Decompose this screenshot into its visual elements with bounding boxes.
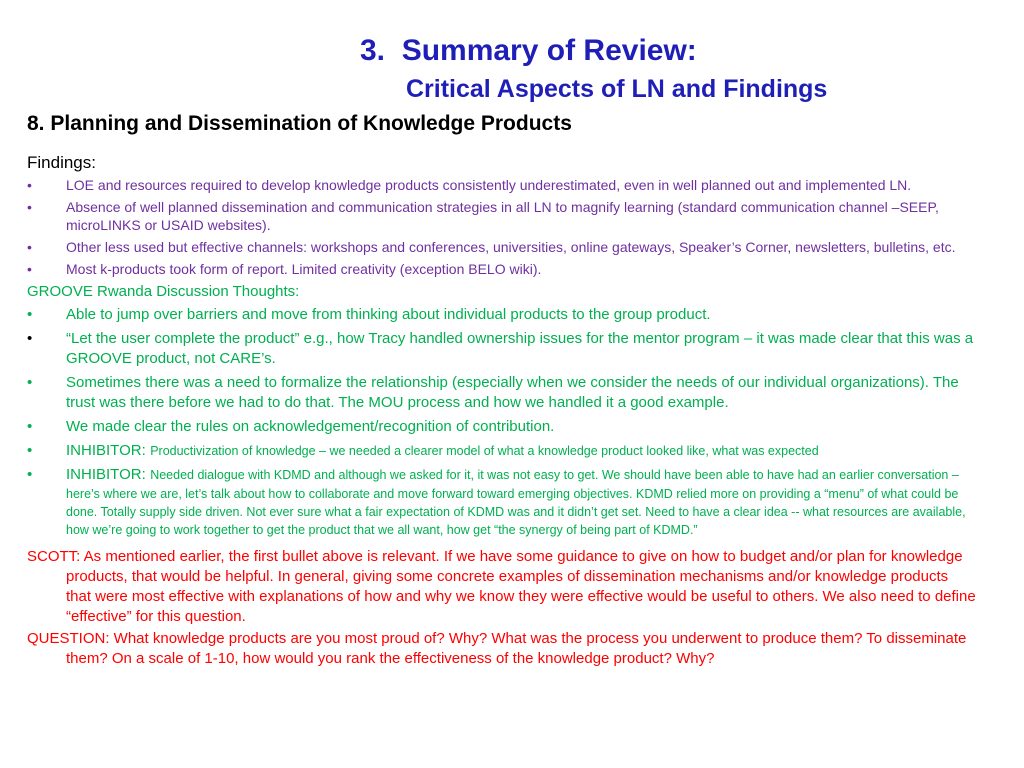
bullet-icon: • (27, 199, 32, 215)
inhibitor-item (27, 465, 977, 539)
groove-item (27, 329, 977, 369)
inhibitor-text: Needed dialogue with KDMD and although we asked for it, it was not easy to get. We should have been able to have had an earlier conversation – here’s where we are, let’s talk about how to collaborate and move forward toward emerging objectives. KDMD relied more on providing a “menu” of what could be done. Totally supply side driven. Not ever sure what a fair expectation of KDMD was and it didn’t get set. Need to have a clear idea -- what resources are available, how we’re going to work together to get the product that we all want, how get “the synergy of being part of KDMD.” (66, 468, 966, 537)
finding-item (27, 260, 977, 278)
inhibitor-item (27, 441, 977, 461)
bullet-icon: • (27, 374, 33, 391)
groove-label: GROOVE Rwanda Discussion Thoughts: (27, 283, 300, 300)
scott-note: SCOTT: As mentioned earlier, the first bullet above is relevant. If we have some guidance to give on how to budget and/or plan for knowledge products, that would be helpful. In general, giving some concrete examples of dissemination mechanisms and/or knowledge products that were most effective with explanations of how and why we know they were effective would be useful to others. We also need to define “effective” for this question. (27, 548, 976, 625)
slide-body (27, 152, 977, 671)
finding-text: LOE and resources required to develop knowledge products consistently underestimated, even in well planned out and implemented LN. (66, 177, 912, 193)
groove-item (27, 305, 977, 325)
groove-text: We made clear the rules on acknowledgement/recognition of contribution. (66, 418, 555, 435)
bullet-icon: • (27, 442, 33, 459)
groove-item (27, 373, 977, 413)
bullet-icon: • (27, 330, 33, 347)
slide-subtitle: Critical Aspects of LN and Findings (406, 75, 828, 103)
groove-text: Sometimes there was a need to formalize the relationship (especially when we consider the needs of our individual organizations). The trust was there before we had to do that. The MOU process and how we handled it a good example. (66, 374, 959, 411)
finding-text: Most k-products took form of report. Limited creativity (exception BELO wiki). (66, 261, 542, 277)
finding-item (27, 176, 977, 194)
groove-item (27, 417, 977, 437)
question-note: QUESTION: What knowledge products are you most proud of? Why? What was the process you underwent to produce them? To disseminate them? On a scale of 1-10, how would you rank the effectiveness of the knowledge product? Why? (27, 630, 967, 667)
bullet-icon: • (27, 261, 32, 277)
groove-text: Able to jump over barriers and move from thinking about individual products to the group product. (66, 306, 711, 323)
inhibitor-text: Productivization of knowledge – we needed a clearer model of what a knowledge product looked like, what was expected (150, 444, 819, 458)
bullet-icon: • (27, 306, 33, 323)
bullet-icon: • (27, 177, 32, 193)
bullet-icon: • (27, 239, 32, 255)
findings-label: Findings: (27, 153, 96, 172)
finding-item (27, 238, 977, 256)
slide-title: 3. Summary of Review: (360, 34, 697, 67)
finding-text: Absence of well planned dissemination and communication strategies in all LN to magnify learning (standard communication channel –SEEP, microLINKS or USAID websites). (66, 199, 939, 233)
section-heading: 8. Planning and Dissemination of Knowledge Products (27, 112, 572, 135)
groove-text: “Let the user complete the product” e.g., how Tracy handled ownership issues for the mentor program – it was made clear that this was a GROOVE product, not CARE’s. (66, 330, 974, 367)
inhibitor-label: INHIBITOR: (66, 442, 146, 459)
finding-text: Other less used but effective channels: workshops and conferences, universities, online gateways, Speaker’s Corner, newsletters, bulletins, etc. (66, 239, 956, 255)
bullet-icon: • (27, 418, 33, 435)
inhibitor-label: INHIBITOR: (66, 466, 146, 483)
bullet-icon: • (27, 466, 33, 483)
finding-item (27, 198, 977, 234)
